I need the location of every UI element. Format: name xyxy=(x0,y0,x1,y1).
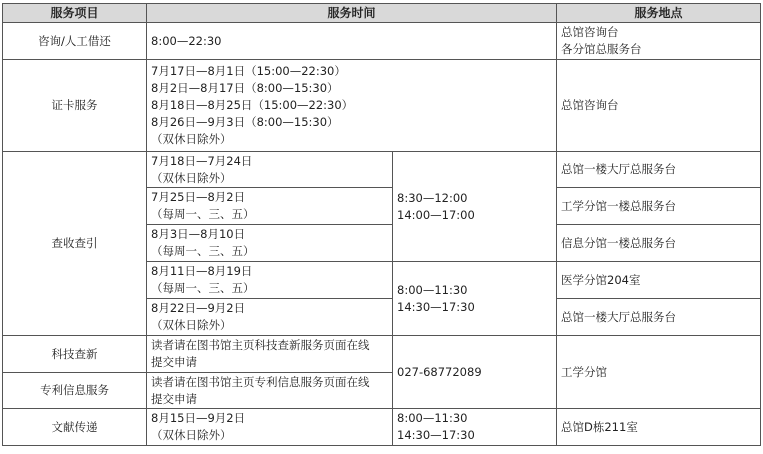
check-place-4: 医学分馆204室 xyxy=(557,262,761,299)
novelty-patent-place: 工学分馆 xyxy=(557,336,761,409)
delivery-item: 文献传递 xyxy=(3,409,147,446)
consult-item: 咨询/人工借还 xyxy=(3,23,147,60)
delivery-hours: 8:00—11:30 14:30—17:30 xyxy=(393,409,557,446)
check-place-1: 总馆一楼大厅总服务台 xyxy=(557,152,761,188)
check-item: 查收查引 xyxy=(3,152,147,336)
check-place-5: 总馆一楼大厅总服务台 xyxy=(557,299,761,336)
table-row xyxy=(3,336,761,373)
header-row xyxy=(3,4,761,23)
check-place-3: 信息分馆一楼总服务台 xyxy=(557,225,761,262)
delivery-place: 总馆D栋211室 xyxy=(557,409,761,446)
check-dates-2: 7月25日—8月2日 （每周一、三、五） xyxy=(147,188,393,225)
check-dates-5: 8月22日—9月2日 （双休日除外） xyxy=(147,299,393,336)
service-schedule-table xyxy=(2,3,761,446)
table-row xyxy=(3,60,761,152)
consult-place: 总馆咨询台 各分馆总服务台 xyxy=(557,23,761,60)
table-row xyxy=(3,409,761,446)
check-place-2: 工学分馆一楼总服务台 xyxy=(557,188,761,225)
table-row xyxy=(3,23,761,60)
check-hours-a: 8:30—12:00 14:00—17:00 xyxy=(393,152,557,262)
check-hours-b: 8:00—11:30 14:30—17:30 xyxy=(393,262,557,336)
table-row xyxy=(3,152,761,188)
delivery-dates: 8月15日—9月2日 （双休日除外） xyxy=(147,409,393,446)
check-dates-3: 8月3日—8月10日 （每周一、三、五） xyxy=(147,225,393,262)
novelty-item: 科技查新 xyxy=(3,336,147,373)
header-item: 服务项目 xyxy=(3,4,147,23)
header-time: 服务时间 xyxy=(147,4,557,23)
check-dates-1: 7月18日—7月24日 （双休日除外） xyxy=(147,152,393,188)
card-place: 总馆咨询台 xyxy=(557,60,761,152)
card-item: 证卡服务 xyxy=(3,60,147,152)
check-dates-4: 8月11日—8月19日 （每周一、三、五） xyxy=(147,262,393,299)
novelty-desc: 读者请在图书馆主页科技查新服务页面在线 提交申请 xyxy=(147,336,393,373)
consult-time: 8:00—22:30 xyxy=(147,23,557,60)
header-place: 服务地点 xyxy=(557,4,761,23)
card-time: 7月17日—8月1日（15:00—22:30） 8月2日—8月17日（8:00—15:30） 8月18日—8月25日（15:00—22:30） 8月26日—9月3日（8:00—15:30） （双休日除外） xyxy=(147,60,557,152)
patent-item: 专利信息服务 xyxy=(3,373,147,409)
patent-desc: 读者请在图书馆主页专利信息服务页面在线 提交申请 xyxy=(147,373,393,409)
novelty-patent-phone: 027-68772089 xyxy=(393,336,557,409)
